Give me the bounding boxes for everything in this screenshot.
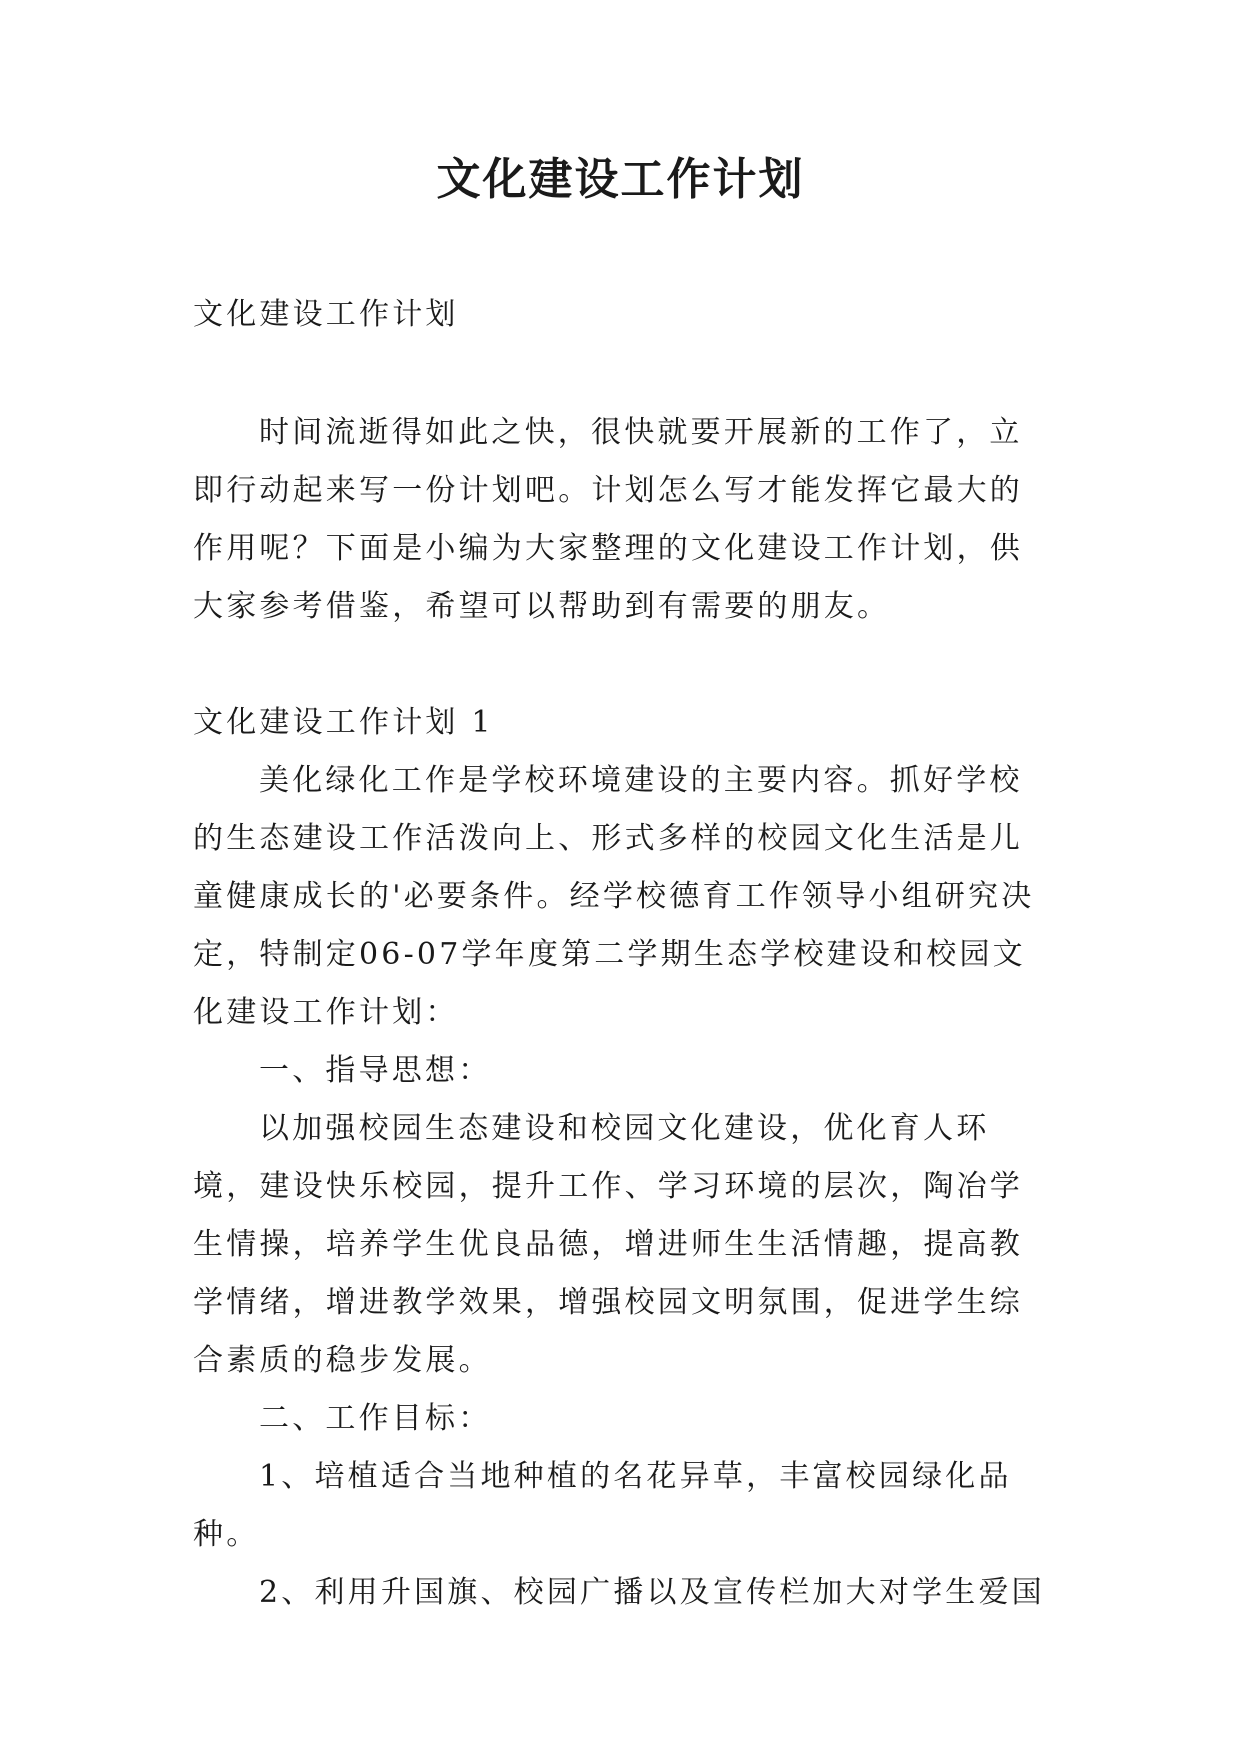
document-body — [193, 286, 1055, 1622]
spacer — [193, 344, 1055, 404]
section-1-heading: 文化建设工作计划 1 — [193, 705, 494, 740]
guiding-ideology-heading: 一、指导思想： — [259, 1053, 492, 1088]
document-title: 文化建设工作计划 — [436, 154, 805, 205]
spacer — [193, 636, 1055, 694]
intro-paragraph: 时间流逝得如此之快，很快就要开展新的工作了，立即行动起来写一份计划吧。计划怎么写才能发挥它最大的作用呢？下面是小编为大家整理的文化建设工作计划，供大家参考借鉴，希望可以帮助到有需要的朋友。 — [193, 415, 1023, 624]
section-1-paragraph: 美化绿化工作是学校环境建设的主要内容。抓好学校的生态建设工作活泼向上、形式多样的校园文化生活是儿童健康成长的'必要条件。经学校德育工作领导小组研究决定，特制定06-07学年度第二学期生态学校建设和校园文化建设工作计划： — [193, 763, 1035, 1030]
guiding-ideology-paragraph: 以加强校园生态建设和校园文化建设，优化育人环境，建设快乐校园，提升工作、学习环境的层次，陶冶学生情操，培养学生优良品德，增进师生生活情趣，提高教学情绪，增进教学效果，增强校园文明氛围，促进学生综合素质的稳步发展。 — [193, 1111, 1023, 1378]
work-goal-2: 2、利用升国旗、校园广播以及宣传栏加大对学生爱国 — [259, 1575, 1045, 1610]
work-goal-1: 1、培植适合当地种植的名花异草，丰富校园绿化品种。 — [193, 1459, 1012, 1552]
document-subtitle: 文化建设工作计划 — [193, 297, 459, 332]
work-goals-heading: 二、工作目标： — [259, 1401, 492, 1436]
